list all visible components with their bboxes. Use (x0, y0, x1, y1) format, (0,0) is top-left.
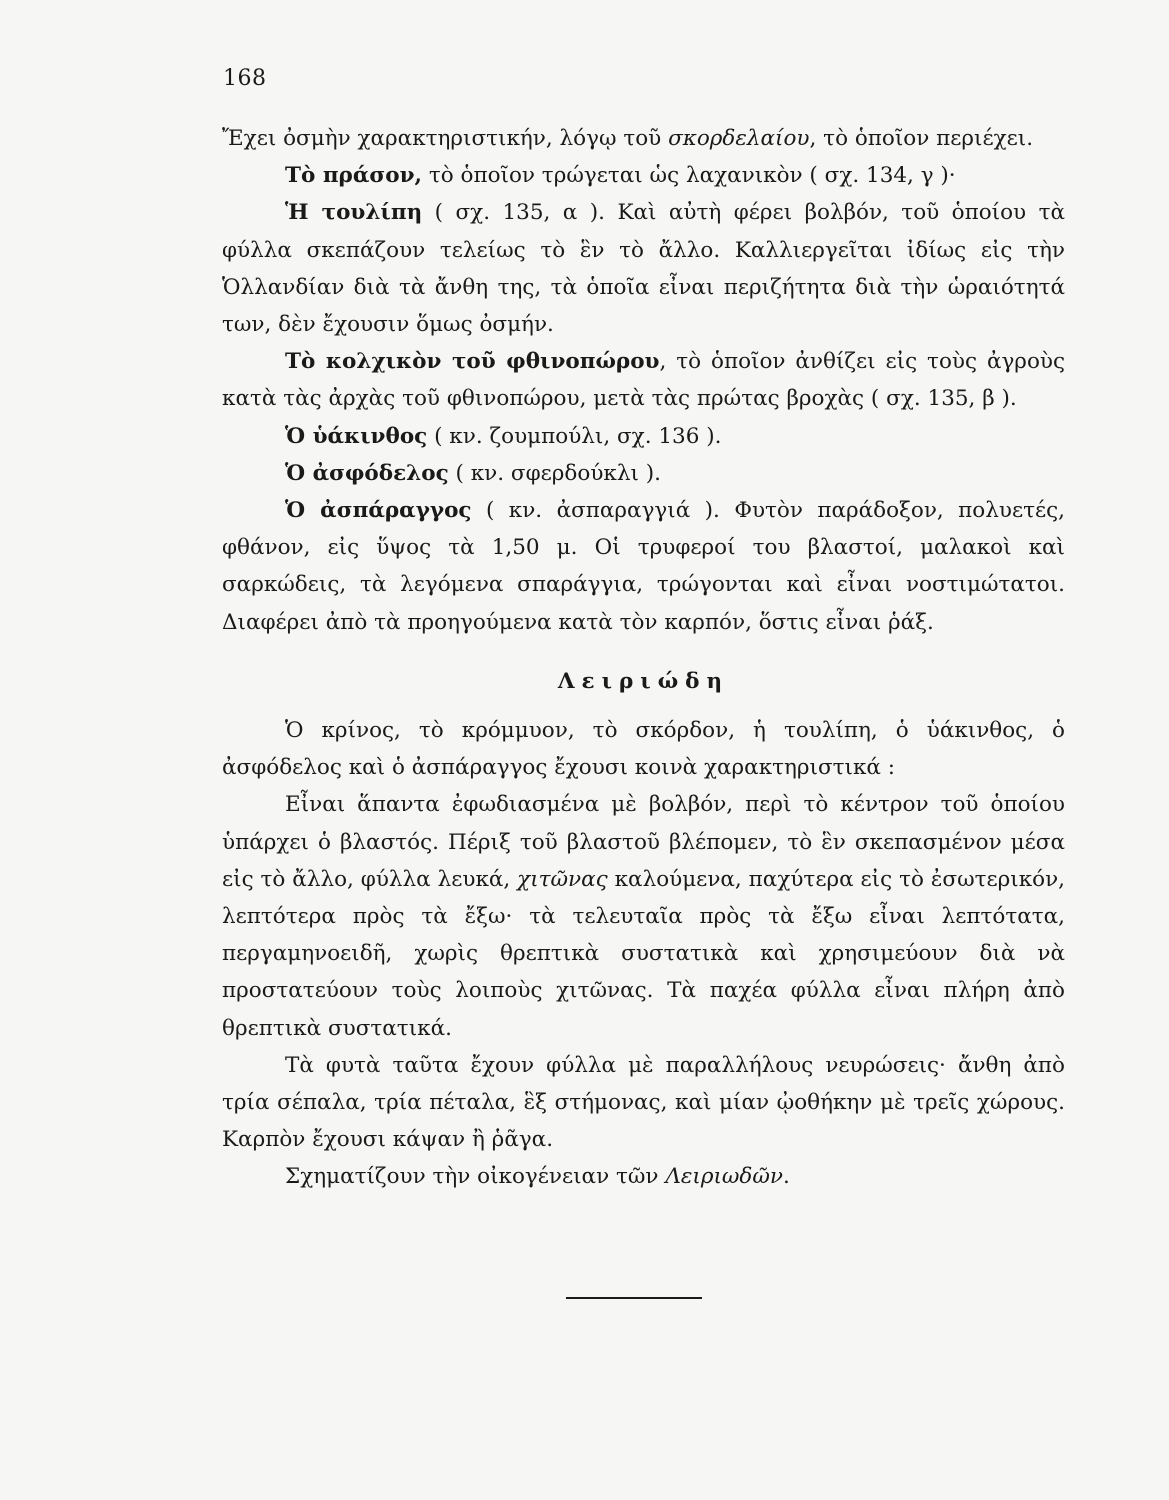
term-tulip: Ἡ τουλίπη (285, 200, 423, 226)
paragraph-common-traits: Ὁ κρίνος, τὸ κρόμμυον, τὸ σκόρδον, ἡ τουλίπη, ὁ ὑάκινθος, ὁ ἀσφόδελος καὶ ὁ ἀσπάραγγος ἔχουσι κοινὰ χαρακτηριστικά : (222, 718, 1065, 781)
paragraph-flowers: Τὰ φυτὰ ταῦτα ἔχουν φύλλα μὲ παραλλήλους νευρώσεις· ἄνθη ἀπὸ τρία σέπαλα, τρία πέταλα, ἓξ στήμονας, καὶ μίαν ᾠοθήκην μὲ τρεῖς χώρους. Καρπὸν ἔχουσι κάψαν ἢ ῥᾶγα. (222, 1052, 1065, 1153)
paragraph-asparagus: Ὁ ἀσπάραγγος ( κν. ἀσπαραγγιά ). Φυτὸν παράδοξον, πολυετές, φθάνον, εἰς ὕψος τὰ 1,50 μ. Οἱ τρυφεροί του βλαστοί, μαλακοὶ καὶ σαρκώδεις, τὰ λεγόμενα σπαράγγια, τρώγονται καὶ εἶναι νοστιμώτατοι. Διαφέρει ἀπὸ τὰ προηγούμενα κατὰ τὸν καρπόν, ὅστις εἶναι ῥάξ. (222, 498, 1065, 635)
paragraph-hyacinth: Ὁ ὑάκινθος ( κν. ζουμπούλι, σχ. 136 ). (285, 423, 722, 449)
term-hyacinth: Ὁ ὑάκινθος (285, 423, 428, 449)
term-colchicum: Τὸ κολχικὸν τοῦ φθινοπώρου (285, 349, 660, 375)
end-rule-divider (566, 1297, 702, 1299)
term-leek: Τὸ πράσον, (285, 163, 422, 189)
body-text (222, 120, 1065, 1196)
paragraph-tulip: Ἡ τουλίπη ( σχ. 135, α ). Καὶ αὐτὴ φέρει βολβόν, τοῦ ὁποίου τὰ φύλλα σκεπάζουν τελείως τὸ ἓν τὸ ἄλλο. Καλλιεργεῖται ἰδίως εἰς τὴν Ὁλλανδίαν διὰ τὰ ἄνθη της, τὰ ὁποῖα εἶναι περιζήτητα διὰ τὴν ὡραιότητά των, δὲν ἔχουσιν ὅμως ὀσμήν. (222, 200, 1065, 338)
paragraph-leek: Τὸ πράσον, τὸ ὁποῖον τρώγεται ὡς λαχανικὸν ( σχ. 134, γ )· (285, 163, 956, 189)
section-heading: Λειριώδη (557, 668, 730, 694)
paragraph-bulb: Εἶναι ἅπαντα ἐφωδιασμένα μὲ βολβόν, περὶ τὸ κέντρον τοῦ ὁποίου ὑπάρχει ὁ βλαστός. Πέριξ τοῦ βλαστοῦ βλέπομεν, τὸ ἓν σκεπασμένον μέσα εἰς τὸ ἄλλο, φύλλα λευκά, χιτῶνας καλούμενα, παχύτερα εἰς τὸ ἐσωτερικόν, λεπτότερα πρὸς τὰ ἔξω· τὰ τελευταῖα πρὸς τὰ ἔξω εἶναι λεπτότατα, περγαμηνοειδῆ, χωρὶς θρεπτικὰ συστατικὰ καὶ χρησιμεύουν διὰ νὰ προστατεύουν τοὺς λοιποὺς χιτῶνας. Τὰ παχέα φύλλα εἶναι πλήρη ἀπὸ θρεπτικὰ συστατικά. (222, 792, 1065, 1041)
paragraph-family: Σχηματίζουν τὴν οἰκογένειαν τῶν Λειριωδῶν. (285, 1164, 790, 1190)
paragraph-asphodel: Ὁ ἀσφόδελος ( κν. σφερδούκλι ). (285, 460, 661, 486)
term-asparagus: Ὁ ἀσπάραγγος (285, 498, 472, 524)
term-asphodel: Ὁ ἀσφόδελος (285, 460, 449, 486)
page-number: 168 (223, 66, 267, 91)
paragraph-colchicum: Τὸ κολχικὸν τοῦ φθινοπώρου, τὸ ὁποῖον ἀνθίζει εἰς τοὺς ἀγροὺς κατὰ τὰς ἀρχὰς τοῦ φθινοπώρου, μετὰ τὰς πρώτας βροχὰς ( σχ. 135, β ). (222, 349, 1066, 412)
paragraph-1: Ἔχει ὀσμὴν χαρακτηριστικήν, λόγῳ τοῦ σκορδελαίου, τὸ ὁποῖον περιέχει. (222, 126, 1034, 151)
